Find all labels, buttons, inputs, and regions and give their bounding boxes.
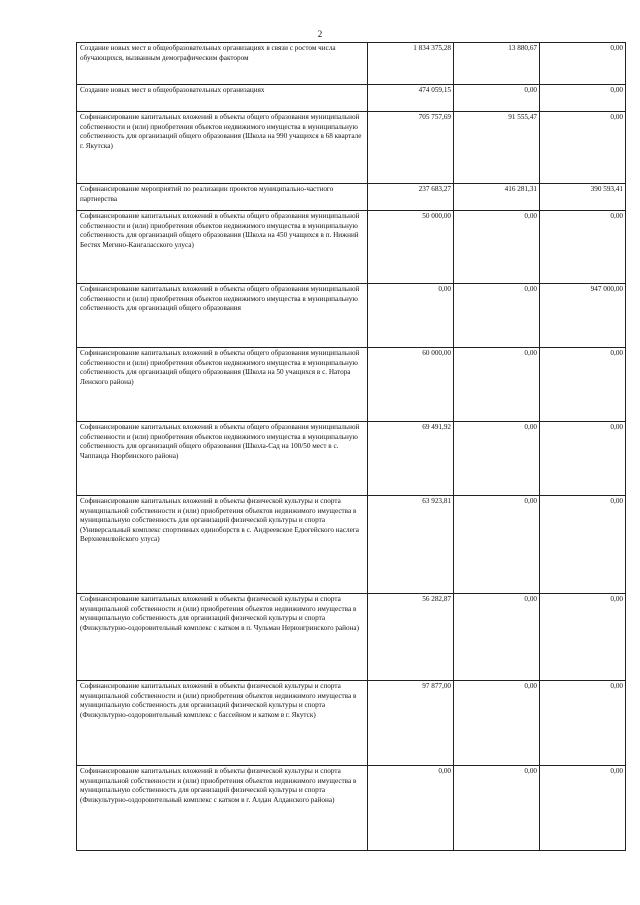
table-row <box>77 43 626 85</box>
table-row <box>77 766 626 851</box>
row-description: Софинансирование капитальных вложений в объекты общего образования муниципальной собственности и (или) приобретения объектов недвижимого имущества в муниципальную собственность для организаций общего образования <box>77 284 368 348</box>
row-description: Софинансирование капитальных вложений в объекты общего образования муниципальной собственности и (или) приобретения объектов недвижимого имущества в муниципальную собственность для организаций общего образования (Школа на 990 учащихся в 68 квартале г. Якутска) <box>77 112 368 184</box>
row-value-3: 0,00 <box>540 496 626 594</box>
row-value-3: 0,00 <box>540 766 626 851</box>
row-value-1: 69 491,92 <box>368 422 454 496</box>
row-description: Софинансирование капитальных вложений в объекты общего образования муниципальной собственности и (или) приобретения объектов недвижимого имущества в муниципальную собственность для организаций общего образования (Школа-Сад на 100/50 мест в с. Чаппанда Нюрбинского района) <box>77 422 368 496</box>
row-value-3: 0,00 <box>540 85 626 112</box>
row-value-3: 0,00 <box>540 681 626 766</box>
row-value-1: 1 834 375,28 <box>368 43 454 85</box>
row-value-1: 237 683,27 <box>368 184 454 211</box>
row-value-3: 0,00 <box>540 422 626 496</box>
row-value-1: 63 923,81 <box>368 496 454 594</box>
row-description: Софинансирование капитальных вложений в объекты физической культуры и спорта муниципальной собственности и (или) приобретения объектов недвижимого имущества в муниципальную собственность для организаций физической культуры и спорта (Физкультурно-оздоровительный комплекс с катком в г. Алдан Алданского района) <box>77 766 368 851</box>
row-value-2: 0,00 <box>454 422 540 496</box>
row-description: Создание новых мест в общеобразовательных организациях в связи с ростом числа обучающихся, вызванным демографическим фактором <box>77 43 368 85</box>
row-description: Софинансирование капитальных вложений в объекты общего образования муниципальной собственности и (или) приобретения объектов недвижимого имущества в муниципальную собственность для организаций общего образования (Школа на 450 учащихся в п. Нижний Бестях Мегино-Кангаласского улуса) <box>77 211 368 284</box>
row-value-3: 0,00 <box>540 43 626 85</box>
row-value-1: 50 000,00 <box>368 211 454 284</box>
row-value-3: 0,00 <box>540 112 626 184</box>
row-description: Создание новых мест в общеобразовательных организациях <box>77 85 368 112</box>
row-description: Софинансирование мероприятий по реализации проектов муниципально-частного партнерства <box>77 184 368 211</box>
row-value-2: 0,00 <box>454 766 540 851</box>
row-description: Софинансирование капитальных вложений в объекты физической культуры и спорта муниципальной собственности и (или) приобретения объектов недвижимого имущества в муниципальную собственность для организаций физической культуры и спорта (Физкультурно-оздоровительный комплекс с катком в п. Чульман Нерюнгринского района) <box>77 594 368 681</box>
table-row <box>77 284 626 348</box>
table-row <box>77 184 626 211</box>
row-value-1: 705 757,69 <box>368 112 454 184</box>
row-value-2: 0,00 <box>454 496 540 594</box>
row-value-2: 0,00 <box>454 681 540 766</box>
row-value-1: 0,00 <box>368 766 454 851</box>
row-value-1: 56 282,87 <box>368 594 454 681</box>
table-row <box>77 85 626 112</box>
row-value-2: 416 281,31 <box>454 184 540 211</box>
table-row <box>77 681 626 766</box>
table-row <box>77 348 626 422</box>
row-value-3: 390 593,41 <box>540 184 626 211</box>
row-value-3: 0,00 <box>540 594 626 681</box>
row-value-3: 947 000,00 <box>540 284 626 348</box>
row-value-2: 0,00 <box>454 594 540 681</box>
row-value-2: 0,00 <box>454 211 540 284</box>
row-value-1: 60 000,00 <box>368 348 454 422</box>
row-value-1: 0,00 <box>368 284 454 348</box>
table-row <box>77 422 626 496</box>
row-description: Софинансирование капитальных вложений в объекты общего образования муниципальной собственности и (или) приобретения объектов недвижимого имущества в муниципальную собственность для организаций общего образования (Школа на 50 учащихся в с. Натора Ленского района) <box>77 348 368 422</box>
page-number: 2 <box>317 29 323 39</box>
table-row <box>77 496 626 594</box>
row-value-2: 91 555,47 <box>454 112 540 184</box>
row-value-2: 13 880,67 <box>454 43 540 85</box>
row-description: Софинансирование капитальных вложений в объекты физической культуры и спорта муниципальной собственности и (или) приобретения объектов недвижимого имущества в муниципальную собственность для организаций физической культуры и спорта (Физкультурно-оздоровительный комплекс с бассейном и катком в г. Якутск) <box>77 681 368 766</box>
row-value-2: 0,00 <box>454 348 540 422</box>
row-value-1: 474 059,15 <box>368 85 454 112</box>
row-value-2: 0,00 <box>454 284 540 348</box>
table-row <box>77 211 626 284</box>
table-row <box>77 594 626 681</box>
row-value-1: 97 877,00 <box>368 681 454 766</box>
budget-table-body <box>77 43 626 851</box>
row-description: Софинансирование капитальных вложений в объекты физической культуры и спорта муниципальной собственности и (или) приобретения объектов недвижимого имущества в муниципальную собственность для организаций физической культуры и спорта (Универсальный комплекс спортивных единоборств в с. Андреевское Едюгейского наслега Верхневилюйского улуса) <box>77 496 368 594</box>
budget-table <box>76 42 626 851</box>
row-value-3: 0,00 <box>540 211 626 284</box>
table-row <box>77 112 626 184</box>
row-value-3: 0,00 <box>540 348 626 422</box>
row-value-2: 0,00 <box>454 85 540 112</box>
